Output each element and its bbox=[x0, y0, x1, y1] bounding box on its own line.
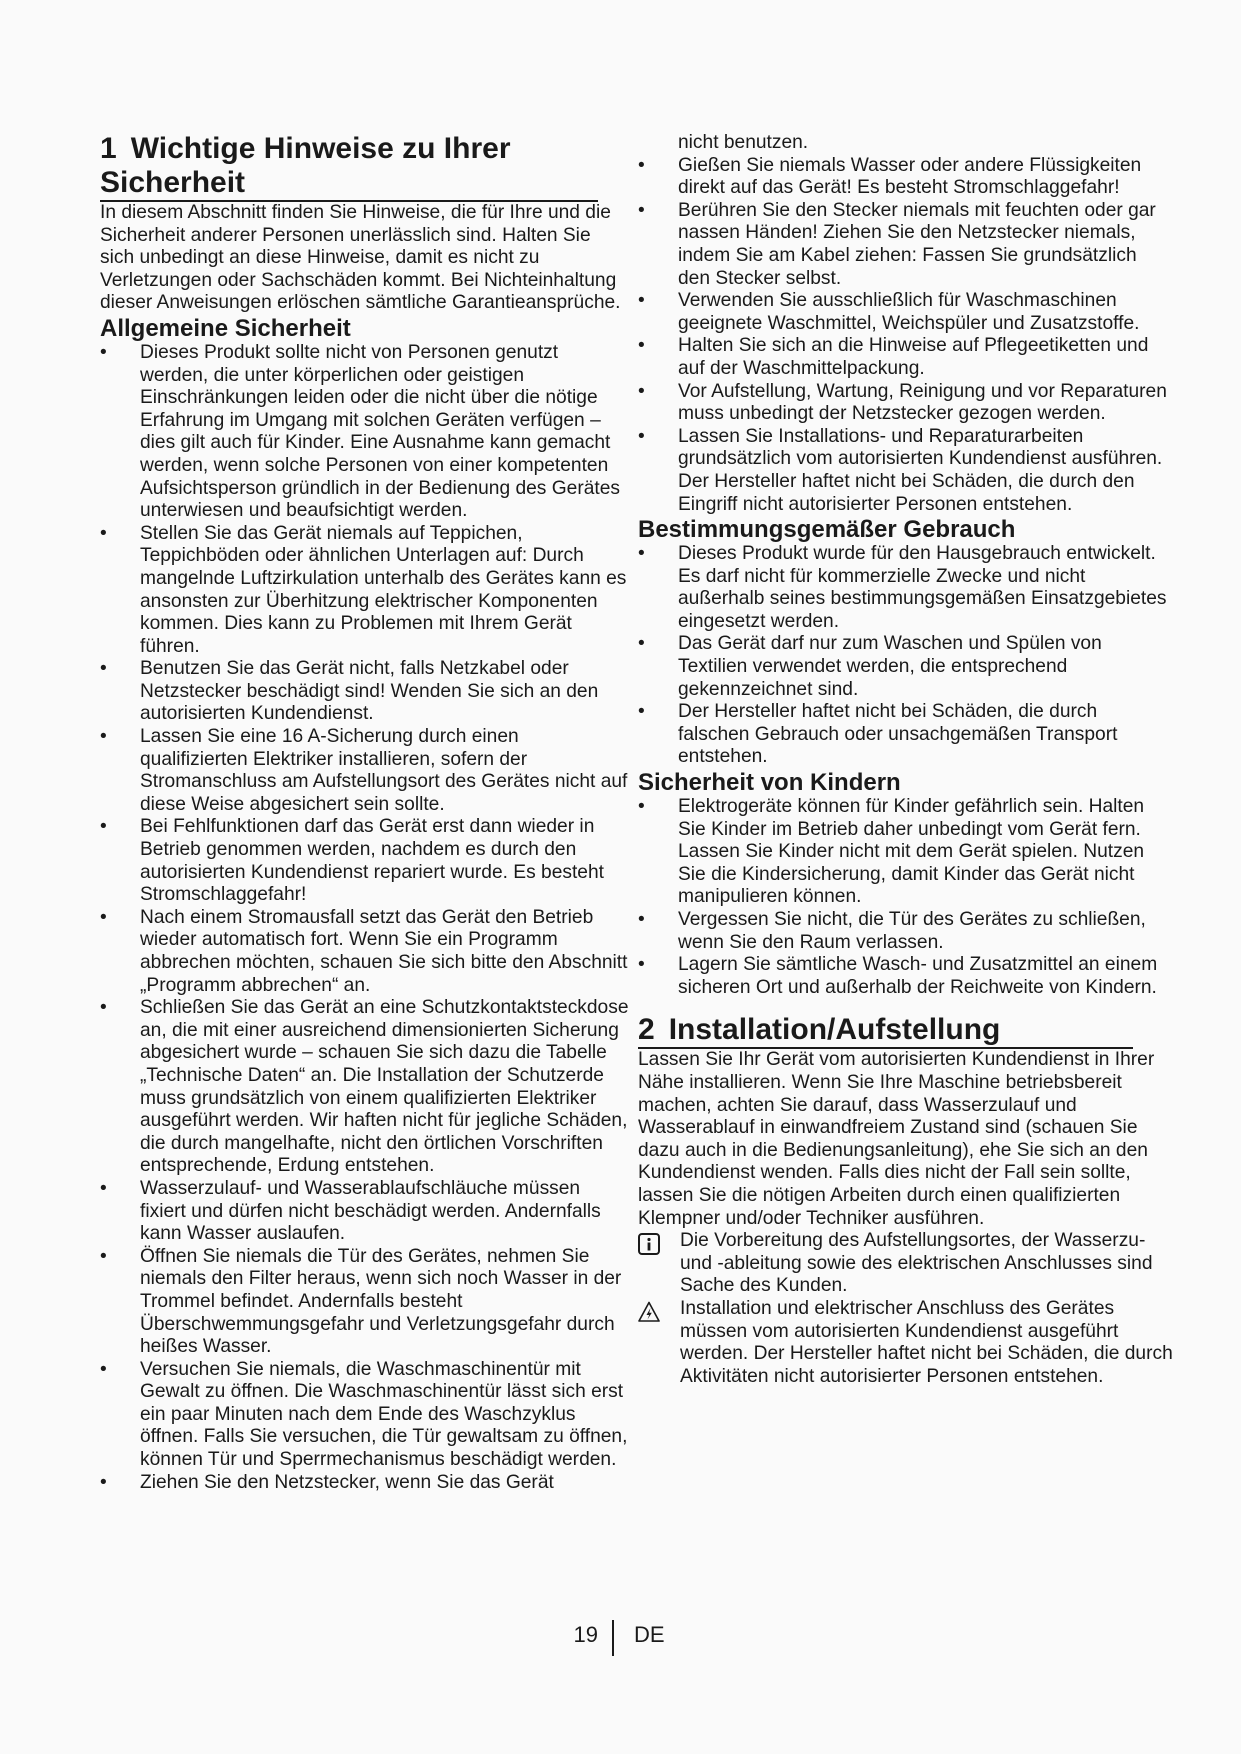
chapter-1-intro: In diesem Abschnitt finden Sie Hinweise, die für Ihre und die Sicherheit anderer Personen unerlässlich sind. Halten Sie sich unbedingt an diese Hinweise, damit es nicht zu Verletzungen oder Sachschäden kommt. Bei Nichteinhaltung dieser Anweisungen erlöschen sämtliche Garantieansprüche. bbox=[100, 202, 621, 314]
chapter-2-intro: Lassen Sie Ihr Gerät vom autorisierten Kundendienst in Ihrer Nähe installieren. Wenn Sie Ihre Maschine betriebsbereit machen, achten Sie darauf, dass Wasserzulauf und Wasserablauf in einwandfreiem Zustand sind (schauen Sie dazu auch in die Bedienungsanleitung), ehe Sie sich an den Kundendienst wenden. Falls dies nicht der Fall sein sollte, lassen Sie die nötigen Arbeiten durch einen qualifizierten Klempner und/oder Techniker ausführen. bbox=[638, 1049, 1155, 1229]
list-item: • Der Hersteller haftet nicht bei Schäden, die durch falschen Gebrauch oder unsachgemäßen Transport entstehen. bbox=[638, 701, 1118, 768]
bullet-icon: • bbox=[100, 341, 107, 363]
list-item: • Öffnen Sie niemals die Tür des Gerätes, nehmen Sie niemals den Filter heraus, wenn sich noch Wasser in der Trommel befindet. Andernfalls besteht Überschwemmungsgefahr und Verletzungsgefahr durch heißes Wasser. bbox=[100, 1245, 622, 1358]
warning-note: Installation und elektrischer Anschluss des Gerätes müssen vom autorisierten Kundendienst ausgeführt werden. Der Hersteller haftet nicht bei Schäden, die durch Aktivitäten nicht autorisierter Personen entstehen. bbox=[638, 1298, 1173, 1388]
list-item: • Dieses Produkt sollte nicht von Personen genutzt werden, die unter körperlichen oder geistigen Einschränkungen leiden oder die nicht über die nötige Erfahrung im Umgang mit solchen Geräten verfügen – dies gilt auch für Kinder. Eine Ausnahme kann gemacht werden, wenn solche Personen von einer kompetenten Aufsichtsperson gründlich in der Bedienung des Gerätes unterwiesen und beaufsichtigt werden. bbox=[100, 341, 620, 522]
list-item: • Ziehen Sie den Netzstecker, wenn Sie das Gerät bbox=[100, 1471, 554, 1493]
bullet-icon: • bbox=[100, 1177, 107, 1199]
section-intended-use-title: Bestimmungsgemäßer Gebrauch bbox=[638, 516, 1016, 544]
chapter-1-title bbox=[100, 132, 598, 202]
bullet-icon: • bbox=[100, 726, 107, 748]
bullet-icon: • bbox=[638, 954, 645, 976]
bullet-icon: • bbox=[638, 425, 645, 447]
list-item-continuation: nicht benutzen. bbox=[678, 132, 809, 153]
list-item: • Stellen Sie das Gerät niemals auf Teppichen, Teppichböden oder ähnlichen Unterlagen auf: Durch mangelnde Luftzirkulation unterhalb des Gerätes kann es ansonsten zur Überhitzung elektrischer Komponenten kommen. Dies kann zu Problemen mit Ihrem Gerät führen. bbox=[100, 522, 627, 657]
list-item: • Nach einem Stromausfall setzt das Gerät den Betrieb wieder automatisch fort. Wenn Sie ein Programm abbrechen möchten, schauen Sie sich bitte den Abschnitt „Programm abbrechen“ an. bbox=[100, 906, 628, 996]
page-number: 19 bbox=[573, 1622, 598, 1647]
page-footer bbox=[0, 1620, 1241, 1656]
bullet-icon: • bbox=[638, 909, 645, 930]
section-general-safety-title: Allgemeine Sicherheit bbox=[100, 314, 351, 342]
list-item: • Wasserzulauf- und Wasserablaufschläuche müssen fixiert und dürfen nicht beschädigt werden. Andernfalls kann Wasser auslaufen. bbox=[100, 1177, 601, 1245]
left-column bbox=[100, 132, 630, 1494]
language-code: DE bbox=[634, 1622, 665, 1647]
list-item: • Vor Aufstellung, Wartung, Reinigung und vor Reparaturen muss unbedingt der Netzstecker gezogen werden. bbox=[638, 380, 1167, 425]
chapter-number: 2 bbox=[638, 1013, 655, 1047]
bullet-icon: • bbox=[638, 701, 645, 723]
list-item: • Verwenden Sie ausschließlich für Waschmaschinen geeignete Waschmittel, Weichspüler und Zusatzstoffe. bbox=[638, 290, 1140, 334]
bullet-icon: • bbox=[638, 633, 645, 655]
list-item: • Bei Fehlfunktionen darf das Gerät erst dann wieder in Betrieb genommen werden, nachdem es durch den autorisierten Kundendienst repariert wurde. Es besteht Stromschlaggefahr! bbox=[100, 816, 604, 906]
bullet-icon: • bbox=[638, 290, 645, 312]
right-column bbox=[638, 132, 1173, 1388]
chapter-title-text: Installation/Aufstellung bbox=[668, 1013, 1001, 1047]
bullet-icon: • bbox=[638, 154, 645, 176]
bullet-icon: • bbox=[100, 658, 107, 680]
intended-use-list bbox=[638, 543, 1173, 769]
list-item: • Benutzen Sie das Gerät nicht, falls Netzkabel oder Netzstecker beschädigt sind! Wenden Sie sich an den autorisierten Kundendienst. bbox=[100, 658, 599, 725]
list-item: • Elektrogeräte können für Kinder gefährlich sein. Halten Sie Kinder im Betrieb daher unbedingt vom Gerät fern. Lassen Sie Kinder nicht mit dem Gerät spielen. Nutzen Sie die Kindersicherung, damit Kinder das Gerät nicht manipulieren können. bbox=[638, 796, 1145, 908]
warning-icon bbox=[638, 1301, 660, 1323]
list-item: • Lassen Sie Installations- und Reparaturarbeiten grundsätzlich vom autorisierten Kundendienst ausführen. Der Hersteller haftet nicht bei Schäden, die durch den Eingriff nicht autorisierter Personen entstehen. bbox=[638, 425, 1163, 515]
section-child-safety-title: Sicherheit von Kindern bbox=[638, 769, 901, 797]
list-item: • Schließen Sie das Gerät an eine Schutzkontaktsteckdose an, die mit einer ausreichend dimensionierten Sicherung abgesichert wurde – schauen Sie sich dazu die Tabelle „Technische Daten“ an. Die Installation der Schutzerde muss grundsätzlich von einem qualifizierten Elektriker ausgeführt werden. Wir haften nicht für jegliche Schäden, die durch mangelhafte, nicht den örtlichen Vorschriften entsprechende, Erdung entstehen. bbox=[100, 997, 629, 1177]
bullet-icon: • bbox=[638, 796, 645, 818]
bullet-icon: • bbox=[100, 1245, 107, 1267]
footer-divider bbox=[612, 1620, 614, 1656]
bullet-icon: • bbox=[100, 906, 107, 928]
bullet-icon: • bbox=[638, 543, 645, 565]
chapter-2-title bbox=[638, 1013, 1133, 1049]
bullet-icon: • bbox=[100, 816, 107, 838]
list-item: • Lassen Sie eine 16 A-Sicherung durch einen qualifizierten Elektriker installieren, sofern der Stromanschluss am Aufstellungsort des Gerätes nicht auf diese Weise abgesichert sein sollte. bbox=[100, 726, 628, 815]
list-item: • Halten Sie sich an die Hinweise auf Pflegeetiketten und auf der Waschmittelpackung. bbox=[638, 335, 1149, 379]
general-safety-list-continued bbox=[638, 155, 1173, 517]
bullet-icon: • bbox=[100, 522, 107, 544]
list-item: • Das Gerät darf nur zum Waschen und Spülen von Textilien verwendet werden, die entsprechend gekennzeichnet sind. bbox=[638, 633, 1102, 700]
child-safety-list bbox=[638, 796, 1173, 999]
list-item: • Dieses Produkt wurde für den Hausgebrauch entwickelt. Es darf nicht für kommerzielle Zwecke und nicht außerhalb seines bestimmungsgemäßen Einsatzgebietes eingesetzt werden. bbox=[638, 543, 1167, 632]
info-icon bbox=[638, 1233, 660, 1255]
list-item: • Gießen Sie niemals Wasser oder andere Flüssigkeiten direkt auf das Gerät! Es besteht Stromschlaggefahr! bbox=[638, 154, 1142, 199]
general-safety-list bbox=[100, 342, 630, 1494]
bullet-icon: • bbox=[100, 1471, 107, 1493]
list-item: • Berühren Sie den Stecker niemals mit feuchten oder gar nassen Händen! Ziehen Sie den Netzstecker niemals, indem Sie am Kabel ziehen: Fassen Sie grundsätzlich den Stecker selbst. bbox=[638, 199, 1156, 289]
chapter-title-text: Wichtige Hinweise zu Ihrer Sicherheit bbox=[100, 132, 511, 199]
bullet-icon: • bbox=[638, 380, 645, 402]
bullet-icon: • bbox=[638, 335, 645, 357]
chapter-number: 1 bbox=[100, 132, 117, 165]
list-item: • Lagern Sie sämtliche Wasch- und Zusatzmittel an einem sicheren Ort und außerhalb der Reichweite von Kindern. bbox=[638, 954, 1158, 998]
bullet-icon: • bbox=[100, 1358, 107, 1380]
info-note: Die Vorbereitung des Aufstellungsortes, der Wasserzu- und -ableitung sowie des elektrischen Anschlusses sind Sache des Kunden. bbox=[638, 1230, 1173, 1298]
bullet-icon: • bbox=[638, 199, 645, 221]
list-item: • Vergessen Sie nicht, die Tür des Gerätes zu schließen, wenn Sie den Raum verlassen. bbox=[638, 909, 1146, 953]
bullet-icon: • bbox=[100, 997, 107, 1019]
list-item: • Versuchen Sie niemals, die Waschmaschinentür mit Gewalt zu öffnen. Die Waschmaschinentür lässt sich erst ein paar Minuten nach dem Ende des Waschzyklus öffnen. Falls Sie versuchen, die Tür gewaltsam zu öffnen, können Tür und Sperrmechanismus beschädigt werden. bbox=[100, 1358, 628, 1471]
